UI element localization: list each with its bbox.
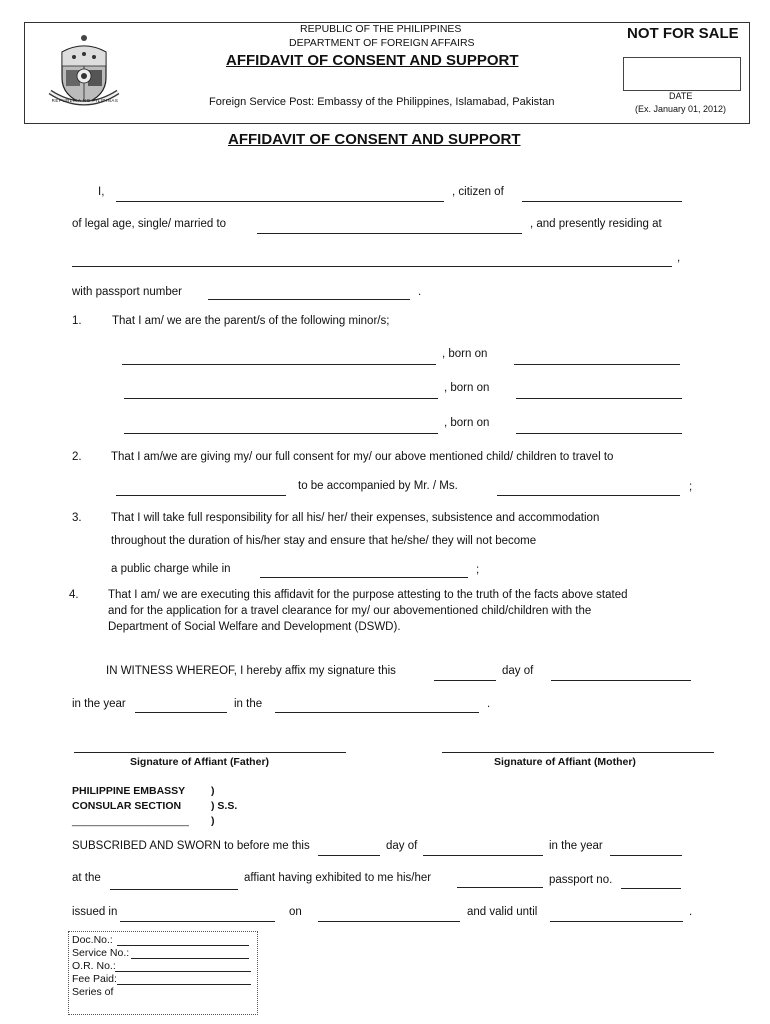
affiant-name-field[interactable]	[116, 201, 444, 202]
fee-paid-field[interactable]	[117, 984, 251, 985]
sworn-passport-no: passport no.	[549, 874, 613, 886]
or-no-field[interactable]	[115, 971, 251, 972]
minor-3-birthdate-field[interactable]	[516, 433, 682, 434]
paren-1: )	[211, 785, 215, 797]
item-4-text-line-3: Department of Social Welfare and Development (DSWD).	[108, 621, 401, 633]
passport-number-field[interactable]	[208, 299, 410, 300]
republic-text: REPUBLIC OF THE PHILIPPINES	[300, 23, 462, 35]
minor-1-name-field[interactable]	[122, 364, 436, 365]
sworn-issued-in: issued in	[72, 906, 118, 918]
paren-3: )	[211, 815, 215, 827]
item-2-semicolon: ;	[689, 481, 693, 493]
sworn-day-field[interactable]	[318, 855, 380, 856]
father-signature-field[interactable]	[74, 752, 346, 753]
minor-1-born-on: , born on	[442, 348, 488, 360]
consular-section-label: CONSULAR SECTION	[72, 800, 182, 812]
minor-3-born-on: , born on	[444, 417, 490, 429]
residing-label: , and presently residing at	[530, 218, 662, 230]
sworn-valid-until-field[interactable]	[550, 921, 683, 922]
minor-2-born-on: , born on	[444, 382, 490, 394]
intro-i: I,	[98, 186, 105, 198]
address-field[interactable]	[72, 266, 672, 267]
witness-day-field[interactable]	[434, 680, 496, 681]
item-1-text: That I am/ we are the parent/s of the following minor/s;	[112, 315, 390, 327]
embassy-label: PHILIPPINE EMBASSY	[72, 785, 186, 797]
sworn-valid-until: and valid until	[467, 906, 538, 918]
item-2-number: 2.	[72, 451, 82, 463]
or-no-label: O.R. No.:	[72, 960, 116, 972]
mother-signature-label: Signature of Affiant (Mother)	[494, 756, 636, 768]
passport-label: with passport number	[72, 286, 182, 298]
item-3-text-line-2: throughout the duration of his/her stay and ensure that he/she/ they will not become	[111, 535, 537, 547]
sworn-on: on	[289, 906, 302, 918]
destination-country-field[interactable]	[260, 577, 468, 578]
accompanied-label: to be accompanied by Mr. / Ms.	[298, 480, 458, 492]
sworn-in-the-year: in the year	[549, 840, 603, 852]
witness-day-of: day of	[502, 665, 534, 677]
item-4-text-line-2: and for the application for a travel clearance for my/ our abovementioned child/children with the	[108, 605, 592, 617]
item-2-text: That I am/we are giving my/ our full consent for my/ our above mentioned child/ children to travel to	[111, 451, 614, 463]
foreign-service-post: Foreign Service Post: Embassy of the Philippines, Islamabad, Pakistan	[209, 96, 555, 108]
witness-month-field[interactable]	[551, 680, 691, 681]
witness-in-the-year: in the year	[72, 698, 126, 710]
document-record-box	[68, 931, 258, 1015]
item-3-text-line-1: That I will take full responsibility for all his/ her/ their expenses, subsistence and accommodation	[111, 512, 600, 524]
fee-paid-label: Fee Paid:	[72, 973, 117, 985]
minor-1-birthdate-field[interactable]	[514, 364, 680, 365]
not-for-sale-label: NOT FOR SALE	[627, 25, 739, 42]
date-input-box[interactable]	[623, 57, 741, 91]
sworn-affiant-text: affiant having exhibited to me his/her	[244, 872, 432, 884]
document-title: AFFIDAVIT OF CONSENT AND SUPPORT	[228, 131, 521, 148]
sworn-issued-date-field[interactable]	[318, 921, 460, 922]
sworn-issued-place-field[interactable]	[120, 921, 275, 922]
sworn-place-field[interactable]	[110, 889, 238, 890]
sworn-month-field[interactable]	[423, 855, 543, 856]
date-example: (Ex. January 01, 2012)	[635, 104, 727, 114]
witness-text: IN WITNESS WHEREOF, I hereby affix my signature this	[106, 665, 396, 677]
seal-motto: REPUBLIKA NG PILIPINAS	[51, 98, 119, 103]
service-no-label: Service No.:	[72, 947, 130, 959]
ss-label: ) S.S.	[211, 800, 238, 812]
sworn-day-of: day of	[386, 840, 418, 852]
father-signature-label: Signature of Affiant (Father)	[130, 756, 270, 768]
spouse-name-field[interactable]	[257, 233, 522, 234]
sworn-text: SUBSCRIBED AND SWORN to before me this	[72, 840, 310, 852]
sworn-at-the: at the	[72, 872, 101, 884]
witness-year-field[interactable]	[135, 712, 227, 713]
citizen-of-label: , citizen of	[452, 186, 504, 198]
mother-signature-field[interactable]	[442, 752, 714, 753]
item-1-number: 1.	[72, 315, 82, 327]
item-3-text-line-3: a public charge while in	[111, 563, 231, 575]
companion-name-field[interactable]	[497, 495, 680, 496]
witness-place-field[interactable]	[275, 712, 479, 713]
minor-3-name-field[interactable]	[124, 433, 438, 434]
minor-2-birthdate-field[interactable]	[516, 398, 682, 399]
sworn-id-type-field[interactable]	[457, 887, 543, 888]
date-label: DATE	[669, 91, 693, 101]
address-comma: ,	[677, 252, 681, 264]
witness-in-the: in the	[234, 698, 263, 710]
doc-no-label: Doc.No.:	[72, 934, 113, 946]
item-4-text-line-1: That I am/ we are executing this affidavit for the purpose attesting to the truth of the facts above stated	[108, 589, 628, 601]
item-3-semicolon: ;	[476, 564, 480, 576]
legal-age-label: of legal age, single/ married to	[72, 218, 227, 230]
travel-destination-field[interactable]	[116, 495, 286, 496]
sworn-year-field[interactable]	[610, 855, 682, 856]
header-title: AFFIDAVIT OF CONSENT AND SUPPORT	[226, 52, 519, 69]
minor-2-name-field[interactable]	[124, 398, 438, 399]
item-4-number: 4.	[69, 589, 79, 601]
sworn-passport-field[interactable]	[621, 888, 681, 889]
item-3-number: 3.	[72, 512, 82, 524]
witness-period: .	[487, 698, 491, 710]
citizenship-field[interactable]	[522, 201, 682, 202]
series-of-label: Series of	[72, 986, 114, 998]
service-no-field[interactable]	[131, 958, 249, 959]
sworn-period: .	[689, 906, 693, 918]
department-text: DEPARTMENT OF FOREIGN AFFAIRS	[289, 37, 475, 49]
consular-blank: ____________________	[72, 815, 189, 827]
passport-period: .	[418, 286, 422, 298]
doc-no-field[interactable]	[117, 945, 249, 946]
